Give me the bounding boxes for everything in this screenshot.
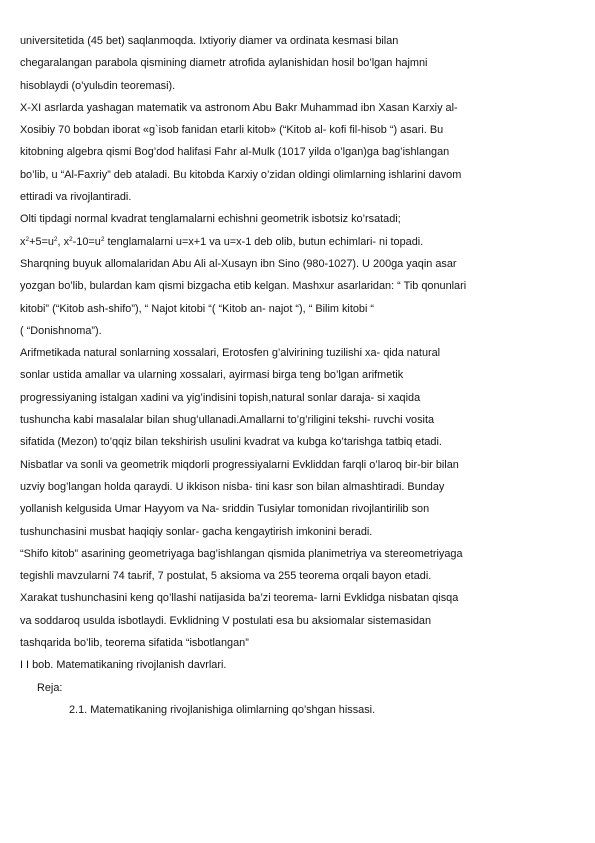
text-line: va soddaroq usulda isbotlaydi. Evklidning V postulati esa bu aksiomalar sistemasidan: [20, 614, 432, 627]
text-segment: , x: [57, 235, 70, 248]
text-line: yollanish kelgusida Umar Hayyom va Na- sriddin Tusiylar tomonidan rivojlantirilib son: [20, 503, 430, 516]
text-line: kitobning algebra qismi Bog’dod halifasi Fahr al-Mulk (1017 yilda o’lgan)ga bag’ishlangan: [20, 146, 450, 159]
text-segment: tenglamalarni u=x+1 va u=x-1 deb olib, butun echimlari- ni topadi.: [104, 235, 424, 248]
text-line: sonlar ustida amallar va ularning xossalari, ayirmasi birga teng bo’lgan arifmetik: [20, 369, 404, 382]
text-line: X-XI asrlarda yashagan matematik va astronom Abu Bakr Muhammad ibn Xasan Karxiy al-: [20, 101, 458, 114]
text-line: ettiradi va rivojlantiradi.: [20, 191, 132, 204]
text-line: kitobi” (“Kitob ash-shifo”), “ Najot kitobi “( “Kitob an- najot “), “ Bilim kitobi “: [20, 302, 375, 315]
text-line: Nisbatlar va sonli va geometrik miqdorli progressiyalarni Evkliddan farqli o’laroq bir-bir bilan: [20, 458, 459, 471]
text-line: bo’lib, u “Al-Faxriy” deb ataladi. Bu kitobda Karxiy o’zidan oldingi olimlarning ishlarini davom: [20, 168, 462, 181]
superscript: 2: [53, 235, 58, 243]
text-segment: x: [20, 235, 26, 248]
text-line: hisoblaydi (o’yulьdin teoremasi).: [20, 79, 176, 92]
text-segment: +5=u: [29, 235, 54, 248]
text-segment: -10=u: [72, 235, 101, 248]
superscript: 2: [69, 235, 73, 243]
text-line: Arifmetikada natural sonlarning xossalari, Erotosfen g’alvirining tuzilishi xa- qida natural: [20, 347, 441, 360]
text-line: uzviy bog’langan holda qaraydi. U ikkison nisba- tini kasr son bilan almashtiradi. Bunday: [20, 480, 445, 493]
text-line: [20, 231, 580, 253]
text-line: Xarakat tushunchasini keng qo’llashi natijasida ba’zi teorema- larni Evklidga nisbatan qisqa: [20, 592, 459, 605]
text-line: sifatida (Mezon) to’qqiz bilan tekshirish usulini kvadrat va kubga ko’tarishga tatbiq etadi.: [20, 436, 442, 449]
text-line: “Shifo kitob” asarining geometriyaga bag’ishlangan qismida planimetriya va stereometriyaga: [20, 547, 463, 560]
text-line: universitetida (45 bet) saqlanmoqda. Ixtiyoriy diamer va ordinata kesmasi bilan: [20, 35, 399, 47]
text-line: tushuncha kabi masalalar bilan shug’ullanadi.Amallarni to’g’riligini tekshi- ruvchi vosita: [20, 414, 435, 427]
text-line: Xosibiy 70 bobdan iborat «g`isob fanidan etarli kitob» (“Kitob al- kofi fil-hisob “) asari. Bu: [20, 124, 444, 137]
text-line: yozgan bo’lib, bulardan kam qismi bizgacha etib kelgan. Mashxur asarlaridan: “ Tib qonunlari: [20, 280, 467, 293]
document-body: [20, 30, 580, 721]
superscript: 2: [25, 235, 30, 243]
text-line: I I bob. Matematikaning rivojlanish davrlari.: [20, 659, 227, 672]
text-line: ( “Donishnoma”).: [20, 324, 102, 337]
text-line: tegishli mavzularni 74 taьrif, 7 postulat, 5 aksioma va 255 teorema orqali bayon etadi.: [20, 570, 432, 583]
text-line: Sharqning buyuk allomalaridan Abu Ali al-Xusayn ibn Sino (980-1027). U 200ga yaqin asar: [20, 257, 457, 270]
text-line: Reja:: [37, 681, 63, 694]
text-line: tushunchasini musbat haqiqiy sonlar- gacha kengaytirish imkonini beradi.: [20, 525, 373, 538]
text-line: progressiyaning istalgan xadini va yig’indisini topish,natural sonlar daraja- si xaqida: [20, 391, 421, 404]
text-line: 2.1. Matematikaning rivojlanishiga olimlarning qo’shgan hissasi.: [69, 703, 376, 716]
text-line: Olti tipdagi normal kvadrat tenglamalarni echishni geometrik isbotsiz ko’rsatadi;: [20, 213, 401, 226]
superscript: 2: [100, 235, 105, 243]
text-line: tashqarida bo’lib, teorema sifatida “isbotlangan”: [20, 637, 249, 650]
text-line: chegaralangan parabola qismining diametr atrofida aylanishidan hosil bo’lgan hajmni: [20, 57, 428, 70]
